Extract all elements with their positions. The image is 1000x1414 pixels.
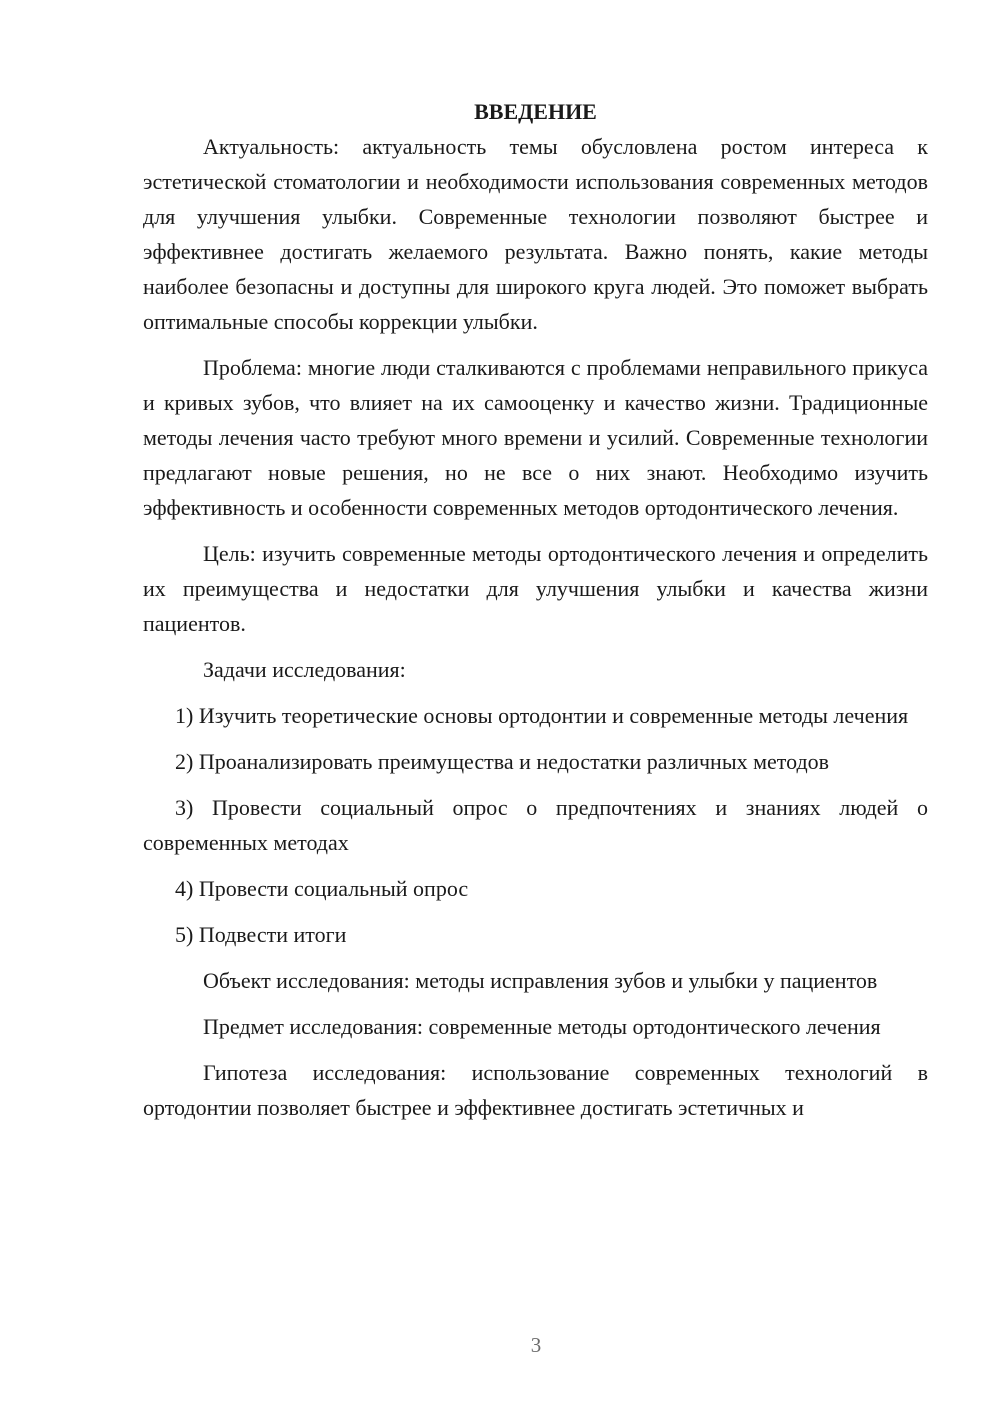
document-body xyxy=(143,94,928,1125)
page-title: ВВЕДЕНИЕ xyxy=(474,99,597,124)
hypothesis-paragraph: Гипотеза исследования: использование современных технологий в ортодонтии позволяет быстрее и эффективнее достигать эстетичных и xyxy=(143,1060,928,1120)
relevance-paragraph: Актуальность: актуальность темы обусловлена ростом интереса к эстетической стоматологии и необходимости использования современных методов для улучшения улыбки. Современные технологии позволяют быстрее и эффективнее достигать желаемого результата. Важно понять, какие методы наиболее безопасны и доступны для широкого круга людей. Это поможет выбрать оптимальные способы коррекции улыбки. xyxy=(143,134,928,334)
subject-paragraph: Предмет исследования: современные методы ортодонтического лечения xyxy=(203,1014,881,1039)
tasks-heading: Задачи исследования: xyxy=(203,657,406,682)
task-item-4: 4) Провести социальный опрос xyxy=(175,876,469,901)
task-item-3: 3) Провести социальный опрос о предпочтениях и знаниях людей о современных методах xyxy=(143,795,928,855)
goal-paragraph: Цель: изучить современные методы ортодонтического лечения и определить их преимущества и недостатки для улучшения улыбки и качества жизни пациентов. xyxy=(143,541,928,636)
problem-paragraph: Проблема: многие люди сталкиваются с проблемами неправильного прикуса и кривых зубов, что влияет на их самооценку и качество жизни. Традиционные методы лечения часто требуют много времени и усилий. Современные технологии предлагают новые решения, но не все о них знают. Необходимо изучить эффективность и особенности современных методов ортодонтического лечения. xyxy=(143,355,928,520)
page-number: 3 xyxy=(530,1333,542,1357)
task-item-2: 2) Проанализировать преимущества и недостатки различных методов xyxy=(175,749,830,774)
object-paragraph: Объект исследования: методы исправления зубов и улыбки у пациентов xyxy=(203,968,878,993)
task-item-5: 5) Подвести итоги xyxy=(175,922,347,947)
task-item-1: 1) Изучить теоретические основы ортодонтии и современные методы лечения xyxy=(175,703,909,728)
